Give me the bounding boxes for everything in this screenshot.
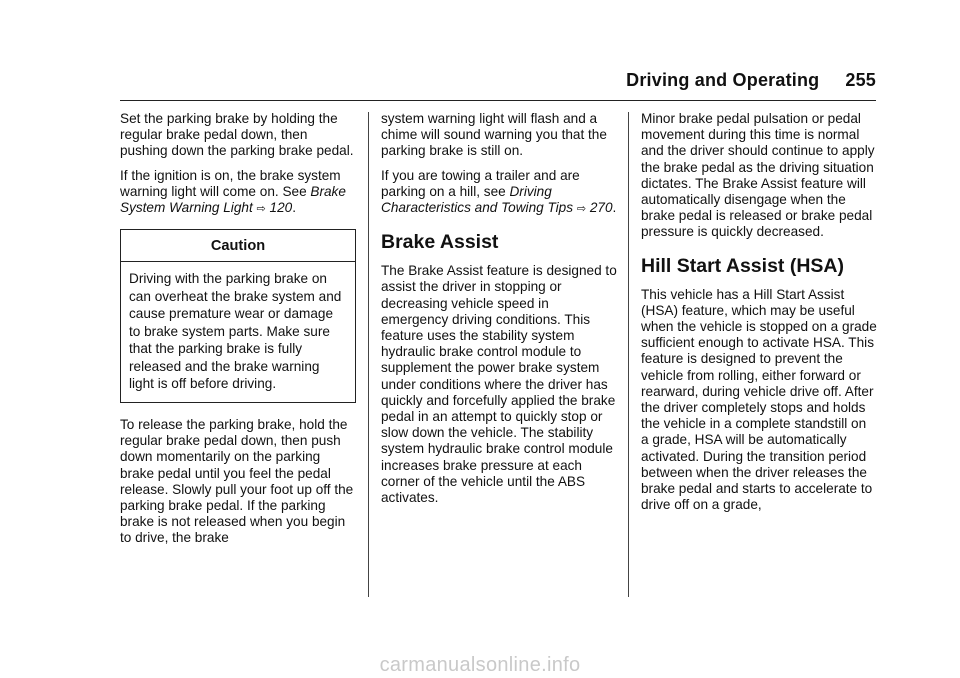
cross-reference-link[interactable]: Driving Characteristics and Towing Tips <box>381 183 574 216</box>
page-reference[interactable]: 270 <box>589 200 613 216</box>
paragraph-release-parking-brake: To release the parking brake, hold the regular brake pedal down, then push down momentarily on the parking brake pedal until you feel the pedal release. Slowly pull your foot up off the parking brake pedal. If the parking brake is not released when you begin to drive, the brake <box>120 416 354 546</box>
paragraph-hill-start-assist: This vehicle has a Hill Start Assist (HSA) feature, which may be useful when the vehicle is stopped on a grade sufficient enough to activate HSA. This feature is designed to prevent the vehicle from rolling, either forward or rearward, during vehicle drive off. After the driver completely stops and holds the vehicle in a complete standstill on a grade, HSA will be automatically activated. During the transition period between when the driver releases the brake pedal and starts to accelerate to drive off on a grade, <box>641 286 877 513</box>
heading-hill-start-assist: Hill Start Assist (HSA) <box>641 254 844 277</box>
heading-brake-assist: Brake Assist <box>381 231 499 254</box>
column-3 <box>641 111 877 521</box>
page-ref-arrow-icon: ⇨ <box>576 203 587 216</box>
page-header <box>0 70 876 91</box>
column-divider-2 <box>628 112 629 597</box>
caution-divider <box>121 261 355 262</box>
paragraph-set-parking-brake: Set the parking brake by holding the regular brake pedal down, then pushing down the parking brake pedal. <box>120 111 354 159</box>
caution-box <box>120 229 356 403</box>
watermark: carmanualsonline.info <box>379 654 581 676</box>
page-reference[interactable]: 120 <box>269 200 293 216</box>
page-number: 255 <box>845 70 876 90</box>
paragraph-warning-light: If the ignition is on, the brake system warning light will come on. See Brake System Warning Light ⇨ 120. <box>120 167 346 216</box>
column-1 <box>120 111 356 555</box>
paragraph-warning-chime: system warning light will flash and a chime will sound warning you that the parking brake is still on. <box>381 111 607 159</box>
caution-body: Driving with the parking brake on can overheat the brake system and cause premature wear or damage to brake system parts. Make sure that the parking brake is fully released and the brake warning light is off before driving. <box>129 271 342 392</box>
page-ref-arrow-icon: ⇨ <box>256 203 266 216</box>
section-title: Driving and Operating <box>626 70 820 90</box>
column-divider-1 <box>368 112 369 597</box>
paragraph-towing: If you are towing a trailer and are parking on a hill, see Driving Characteristics and Towing Tips ⇨ 270. <box>381 167 617 216</box>
column-2 <box>381 111 617 514</box>
cross-reference-link[interactable]: Brake System Warning Light <box>120 183 346 216</box>
header-rule <box>120 100 876 101</box>
paragraph-brake-assist: The Brake Assist feature is designed to assist the driver in stopping or decreasing vehicle speed in emergency driving conditions. This feature uses the stability system hydraulic brake control module to supplement the power brake system under conditions where the driver has quickly and forcefully applied the brake pedal in an attempt to quickly stop or slow down the vehicle. The stability system hydraulic brake control module increases brake pressure at each corner of the vehicle until the ABS activates. <box>381 263 617 506</box>
paragraph-pedal-pulsation: Minor brake pedal pulsation or pedal movement during this time is normal and the driver should continue to apply the brake pedal as the driving situation dictates. The Brake Assist feature will automatically disengage when the brake pedal is released or brake pedal pressure is quickly decreased. <box>641 111 875 240</box>
caution-title: Caution <box>210 238 266 255</box>
